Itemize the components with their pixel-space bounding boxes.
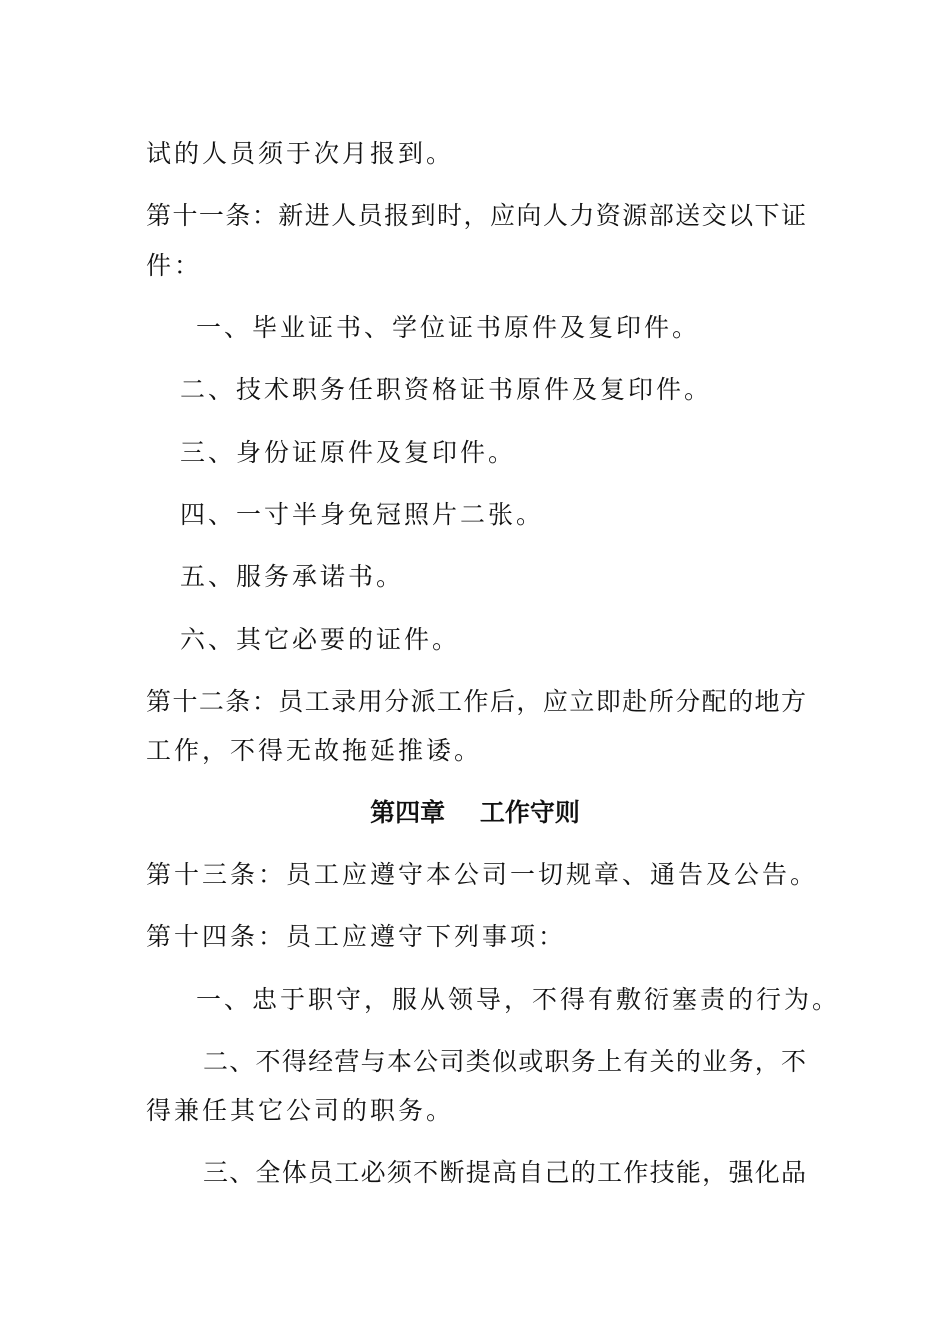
article-11-line-2: 件： xyxy=(146,251,203,280)
paragraph-line-continuation: 试的人员须于次月报到。 xyxy=(146,139,455,168)
chapter-heading: 第四章 工作守则 xyxy=(370,798,580,827)
article-12-line-2: 工作，不得无故拖延推诿。 xyxy=(146,736,483,765)
article-12-line-1: 第十二条：员工录用分派工作后，应立即赴所分配的地方 xyxy=(146,687,806,716)
rule-item-2-line-2: 得兼任其它公司的职务。 xyxy=(146,1096,455,1125)
article-11-line-1: 第十一条：新进人员报到时，应向人力资源部送交以下证 xyxy=(146,201,806,230)
article-14: 第十四条：员工应遵守下列事项： xyxy=(146,922,567,951)
list-item-6: 六、其它必要的证件。 xyxy=(180,625,461,654)
article-13: 第十三条：员工应遵守本公司一切规章、通告及公告。 xyxy=(146,860,819,889)
rule-item-1: 一、忠于职守，服从领导，不得有敷衍塞责的行为。 xyxy=(196,985,841,1014)
list-item-1: 一、毕业证书、学位证书原件及复印件。 xyxy=(196,313,701,342)
rule-item-3-line-1: 三、全体员工必须不断提高自己的工作技能，强化品 xyxy=(203,1158,806,1187)
list-item-4: 四、一寸半身免冠照片二张。 xyxy=(180,500,545,529)
list-item-2: 二、技术职务任职资格证书原件及复印件。 xyxy=(180,375,713,404)
list-item-5: 五、服务承诺书。 xyxy=(180,562,405,591)
list-item-3: 三、身份证原件及复印件。 xyxy=(180,438,517,467)
rule-item-2-line-1: 二、不得经营与本公司类似或职务上有关的业务，不 xyxy=(203,1047,806,1076)
